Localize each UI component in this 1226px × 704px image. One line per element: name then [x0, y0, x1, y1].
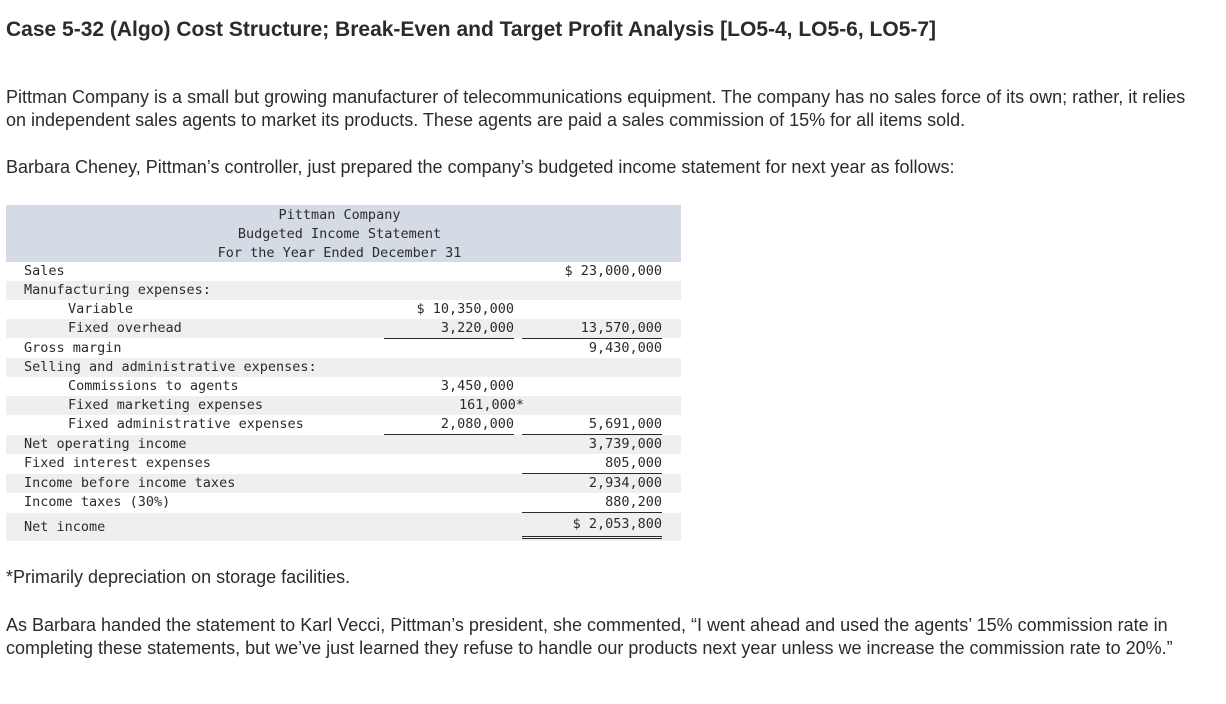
row-net-operating-income — [6, 435, 681, 454]
row-amount: $ 10,350,000 — [416, 301, 514, 317]
row-label: Variable — [68, 301, 134, 317]
row-gross-margin — [6, 339, 681, 358]
row-label: Gross margin — [24, 340, 122, 356]
income-statement — [6, 205, 681, 541]
row-label: Commissions to agents — [68, 378, 239, 394]
row-total: 13,570,000 — [522, 320, 662, 339]
company-name: Pittman Company — [278, 207, 401, 223]
row-amount: 3,220,000 — [384, 320, 514, 339]
row-amount: 161,000* — [458, 397, 524, 413]
row-label: Manufacturing expenses: — [24, 282, 211, 298]
row-label: Net operating income — [24, 436, 187, 452]
controller-paragraph: Barbara Cheney, Pittman’s controller, just prepared the company’s budgeted income statement for next year as follows: — [6, 157, 955, 177]
statement-header — [6, 205, 681, 262]
president-paragraph: As Barbara handed the statement to Karl Vecci, Pittman’s president, she commented, “I went ahead and used the agents’ 15% commission rate in completing these statements, but we’ve just learned they refuse to handle our products next year unless we increase the commission rate to 20%.” — [6, 615, 1173, 658]
row-label: Selling and administrative expenses: — [24, 359, 317, 375]
row-label: Fixed interest expenses — [24, 455, 211, 471]
row-fixed-overhead — [6, 319, 681, 338]
row-total: 9,430,000 — [588, 340, 662, 356]
row-label: Fixed administrative expenses — [68, 416, 304, 432]
row-total: $ 2,053,800 — [522, 516, 662, 539]
row-label: Net income — [24, 519, 106, 535]
case-title: Case 5-32 (Algo) Cost Structure; Break-Even and Target Profit Analysis [LO5-4, LO5-6, LO5-7] — [6, 18, 937, 41]
row-total: 805,000 — [522, 455, 662, 474]
row-label: Fixed marketing expenses — [68, 397, 264, 413]
intro-paragraph: Pittman Company is a small but growing manufacturer of telecommunications equipment. The company has no sales force of its own; rather, it relies on independent sales agents to market its products. These agents are paid a sales commission of 15% for all items sold. — [6, 87, 1186, 130]
row-label: Income taxes (30%) — [24, 494, 171, 510]
row-variable — [6, 300, 681, 319]
row-total: 2,934,000 — [588, 475, 662, 491]
row-sales — [6, 262, 681, 281]
statement-period: For the Year Ended December 31 — [217, 245, 462, 261]
footnote: *Primarily depreciation on storage facilities. — [6, 567, 351, 587]
row-total: 5,691,000 — [522, 416, 662, 435]
row-commissions — [6, 377, 681, 396]
row-income-before-taxes — [6, 474, 681, 493]
row-label: Fixed overhead — [68, 320, 182, 336]
row-label: Income before income taxes — [24, 475, 236, 491]
row-total: 880,200 — [522, 494, 662, 513]
row-total: $ 23,000,000 — [564, 263, 662, 279]
row-label: Sales — [24, 263, 65, 279]
row-amount: 2,080,000 — [384, 416, 514, 435]
row-selling-admin — [6, 358, 681, 377]
row-fixed-marketing — [6, 396, 681, 415]
row-amount: 3,450,000 — [440, 378, 514, 394]
row-fixed-interest — [6, 454, 681, 473]
row-fixed-admin — [6, 415, 681, 434]
row-income-taxes — [6, 493, 681, 512]
row-manufacturing — [6, 281, 681, 300]
row-total: 3,739,000 — [588, 436, 662, 452]
statement-name: Budgeted Income Statement — [237, 226, 442, 242]
row-net-income — [6, 513, 681, 541]
